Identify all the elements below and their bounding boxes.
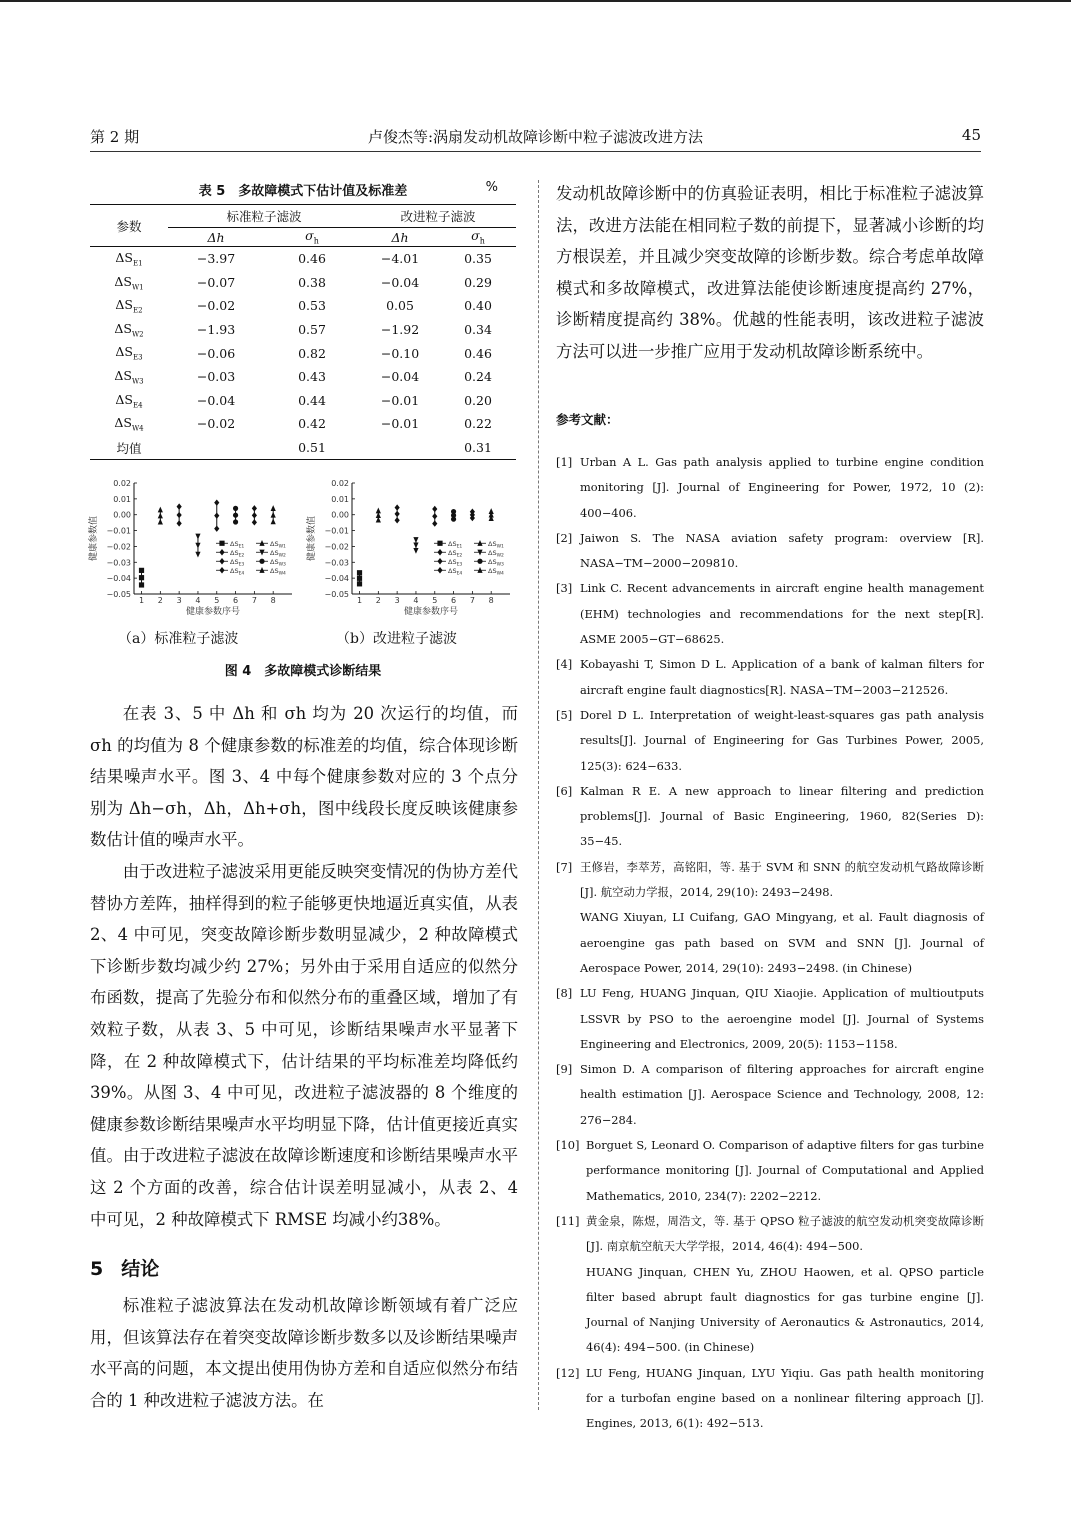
table-unit: % — [485, 180, 498, 195]
y-tick-label: −0.03 — [324, 558, 349, 568]
param-cell: $\Delta S_{E1}$ — [115, 250, 143, 268]
value-cell: −0.04 — [380, 369, 420, 385]
data-point-upper — [177, 503, 182, 509]
data-point-upper — [432, 506, 437, 512]
value-cell: 0.46 — [464, 345, 492, 361]
running-header — [90, 126, 981, 150]
top-rule — [0, 0, 1071, 2]
data-point-lower — [357, 581, 362, 586]
value-cell: −3.97 — [196, 251, 236, 267]
data-point-lower — [395, 517, 400, 523]
reference-item — [556, 1057, 984, 1133]
table-row — [90, 412, 516, 436]
legend-label: $\Delta S_{E2}$ — [230, 548, 245, 559]
param-cell: $\Delta S_{E4}$ — [115, 391, 143, 410]
conclusion-text — [90, 1290, 518, 1416]
table-row — [90, 271, 516, 295]
x-tick-label: 8 — [488, 596, 494, 605]
legend-label: $\Delta S_{E4}$ — [448, 566, 463, 577]
x-tick-label: 1 — [138, 596, 145, 605]
data-point-lower — [195, 552, 200, 558]
reference-text: LU Feng, HUANG Jinquan, QIU Xiaojie. Application of multioutputs LSSVR by PSO to the aeroengine model [J]. Journal of Systems Engineering and Electronics, 2009, 20(5): 1153−1158. — [580, 986, 984, 1051]
value-cell: −0.06 — [196, 345, 236, 361]
legend-label: $\Delta S_{E4}$ — [230, 566, 245, 577]
reference-item — [556, 450, 984, 526]
legend-marker — [219, 567, 224, 573]
data-point-lower — [413, 548, 418, 554]
y-tick-label: −0.05 — [106, 590, 131, 599]
reference-text: Kobayashi T, Simon D L. Application of a bank of kalman filters for aircraft engine fault diagnostics[R]. NASA−TM−2003−212526. — [580, 657, 984, 697]
reference-item — [556, 1209, 984, 1361]
reference-text: Link C. Recent advancements in aircraft engine health management (EHM) technologies and recommendations for the next step[R]. ASME 2005−GT−68625. — [580, 581, 984, 647]
table-5 — [90, 204, 516, 460]
y-axis-label: 健康参数值 — [89, 515, 99, 562]
x-tick-label: 7 — [251, 596, 257, 605]
reference-number: [11] — [556, 1213, 580, 1228]
legend-label: $\Delta S_{E3}$ — [230, 557, 245, 568]
value-cell: −0.02 — [196, 416, 236, 432]
y-tick-label: 0.01 — [113, 494, 131, 504]
references-list — [556, 450, 984, 1437]
value-cell: 0.44 — [298, 392, 326, 408]
param-cell: $\Delta S_{W1}$ — [114, 273, 144, 292]
legend-marker — [219, 549, 224, 555]
group-standard-header: 标准粒子滤波 — [168, 205, 360, 228]
reference-number: [7] — [556, 859, 573, 874]
reference-text: 黄金泉，陈煜，周浩文，等. 基于 QPSO 粒子滤波的航空发动机突变故障诊断[J]. 南京航空航天大学学报，2014, 46(4): 494−500. HUANG Jinquan, CHEN Yu, ZHOU Haowen, et al. QPSO particle filter based abrupt fault diagnostics for gas turbine engine [J]. Journal of Nanjing University of Aeronautics & Astronautics, 2014, 46(4): 494−500. (in Chinese) — [586, 1213, 984, 1355]
legend-label: $\Delta S_{W4}$ — [488, 566, 504, 577]
reference-item — [556, 1361, 984, 1437]
data-point-upper — [413, 537, 418, 543]
value-cell: 0.24 — [464, 369, 492, 385]
table-title-text: 表 5 多故障模式下估计值及标准差 — [198, 184, 408, 199]
data-point-mean — [233, 513, 238, 518]
reference-number: [9] — [556, 1062, 573, 1077]
group-improved-header: 改进粒子滤波 — [360, 205, 516, 228]
data-point-upper — [233, 506, 238, 511]
x-axis-label: 健康参数序号 — [185, 607, 241, 617]
reference-number: [8] — [556, 986, 573, 1001]
y-tick-label: 0.01 — [331, 494, 349, 504]
reference-item — [556, 652, 984, 703]
data-point-mean — [432, 513, 437, 519]
reference-text: Dorel D L. Interpretation of weight-least-squares gas path analysis results[J]. Journal of Engineering for Gas Turbines Power, 2005, 125(3): 624−633. — [580, 707, 984, 773]
reference-text: 王修岩，李萃芳，高铭阳，等. 基于 SVM 和 SNN 的航空发动机气路故障诊断[J]. 航空动力学报，2014, 29(10): 2493−2498. WANG Xiuyan, LI Cuifang, GAO Mingyang, et al. Fault diagnosis of aeroengine gas path based on SVM and SNN [J]. Journal of Aerospace Power, 2014, 29(10): 2493−2498. (in Chinese) — [580, 859, 984, 975]
references-title: 参考文献： — [556, 412, 619, 427]
figure-4a — [86, 478, 298, 618]
value-cell: 0.57 — [298, 322, 326, 338]
x-tick-label: 1 — [356, 596, 363, 605]
reference-item — [556, 981, 984, 1057]
header-rule — [90, 151, 981, 152]
section-number: 5 — [90, 1258, 104, 1280]
value-cell: 0.46 — [298, 251, 326, 267]
reference-text: Jaiwon S. The NASA aviation safety program: overview [R]. NASA−TM−2000−209810. — [580, 530, 984, 571]
x-tick-label: 5 — [214, 596, 220, 605]
data-point-lower — [158, 519, 163, 525]
value-cell: −4.01 — [380, 251, 420, 267]
data-point-upper — [357, 570, 362, 575]
value-cell: 0.51 — [264, 436, 360, 460]
reference-number: [12] — [556, 1365, 580, 1380]
y-tick-label: −0.03 — [106, 558, 131, 568]
legend-label: $\Delta S_{E1}$ — [230, 539, 245, 550]
value-cell: −0.10 — [380, 345, 420, 361]
reference-text: Borguet S, Leonard O. Comparison of adaptive filters for gas turbine performance monitoring [J]. Journal of Computational and Applied Mathematics, 2010, 234(7): 2202−2212. — [586, 1138, 984, 1203]
x-tick-label: 8 — [270, 596, 276, 605]
x-tick-label: 7 — [469, 596, 475, 605]
data-point-mean — [413, 543, 418, 549]
issue-number: 第 2 期 — [90, 128, 140, 146]
legend-marker — [437, 558, 442, 564]
param-cell: $\Delta S_{W2}$ — [114, 320, 144, 339]
legend-marker — [437, 549, 442, 555]
reference-text: Simon D. A comparison of filtering approaches for aircraft engine health estimation [J]. Aerospace Science and Technology, 2008, 12: 276−284. — [580, 1062, 984, 1127]
value-cell: 0.05 — [386, 298, 414, 314]
reference-text: Kalman R E. A new approach to linear filtering and prediction problems[J]. Journal of Basic Engineering, 1960, 82(Series D): 35−45. — [580, 783, 984, 849]
data-point-upper — [158, 507, 163, 513]
data-point-upper — [271, 505, 276, 511]
value-cell: −0.02 — [196, 298, 236, 314]
value-cell: −0.03 — [196, 369, 236, 385]
data-point-lower — [252, 519, 257, 525]
table-row — [90, 365, 516, 389]
subcaption-b: （b）改进粒子滤波 — [336, 631, 457, 647]
figure-4b — [304, 478, 516, 618]
left-body-text — [90, 698, 518, 1235]
data-point-lower — [432, 520, 437, 526]
data-point-lower — [451, 517, 456, 522]
value-cell: −0.01 — [380, 392, 420, 408]
data-point-mean — [214, 512, 219, 518]
reference-item — [556, 576, 984, 652]
data-point-lower — [139, 582, 144, 587]
reference-number: [10] — [556, 1138, 580, 1153]
data-point-lower — [271, 518, 276, 524]
data-point-mean — [195, 543, 200, 549]
value-cell: 0.29 — [464, 274, 492, 290]
legend-label: $\Delta S_{W2}$ — [488, 548, 504, 559]
data-point-upper — [195, 534, 200, 540]
data-point-mean — [252, 512, 257, 518]
param-header: 参数 — [90, 205, 168, 247]
value-cell: 0.38 — [298, 274, 326, 290]
y-tick-label: −0.02 — [324, 542, 349, 552]
data-point-mean — [357, 576, 362, 581]
table-row — [90, 389, 516, 413]
y-tick-label: 0.00 — [113, 510, 131, 520]
value-cell: −0.07 — [196, 274, 236, 290]
data-point-upper — [214, 499, 219, 505]
x-tick-label: 4 — [413, 596, 419, 605]
legend-label: $\Delta S_{W1}$ — [270, 539, 286, 550]
column-divider — [538, 180, 539, 1410]
value-cell: 0.42 — [298, 416, 326, 432]
x-axis-label: 健康参数序号 — [403, 607, 459, 617]
data-point-lower — [177, 520, 182, 526]
x-tick-label: 6 — [451, 596, 457, 605]
x-tick-label: 3 — [176, 596, 182, 605]
paragraph: 标准粒子滤波算法在发动机故障诊断领域有着广泛应用，但该算法存在着突变故障诊断步数多以及诊断结果噪声水平高的问题，本文提出使用伪协方差和自适应似然分布结合的 1 种改进粒子滤波方法。在 — [90, 1296, 518, 1410]
y-tick-label: −0.05 — [324, 590, 349, 599]
legend-marker — [259, 559, 264, 564]
param-cell: $\Delta S_{E3}$ — [115, 344, 143, 362]
reference-number: [4] — [556, 657, 573, 672]
table-row — [90, 341, 516, 365]
y-tick-label: −0.01 — [324, 526, 349, 536]
reference-number: [1] — [556, 455, 573, 469]
table-title — [90, 180, 516, 199]
legend-label: $\Delta S_{E1}$ — [448, 539, 463, 550]
data-point-lower — [233, 519, 238, 524]
col-sigma: $\sigma_h$ — [440, 228, 516, 247]
y-axis-label: 健康参数值 — [307, 515, 317, 562]
y-tick-label: 0.02 — [113, 479, 131, 488]
value-cell: 0.35 — [464, 251, 492, 267]
value-cell: 0.82 — [298, 345, 326, 361]
reference-item — [556, 1133, 984, 1209]
data-point-mean — [158, 513, 163, 519]
x-tick-label: 2 — [157, 596, 163, 605]
data-point-mean — [139, 575, 144, 580]
right-body-text — [556, 178, 984, 368]
value-cell: −0.01 — [380, 416, 420, 432]
value-cell: −1.93 — [196, 322, 236, 338]
reference-number: [2] — [556, 530, 573, 545]
param-cell: $\Delta S_{E2}$ — [115, 297, 143, 315]
x-tick-label: 4 — [195, 596, 201, 605]
value-cell: 0.20 — [464, 392, 492, 408]
reference-text: Urban A L. Gas path analysis applied to turbine engine condition monitoring [J]. Journal of Engineering for Power, 1972, 10 (2): 400−406. — [580, 455, 984, 520]
col-dh: Δh — [168, 228, 264, 247]
table-row — [90, 247, 516, 271]
value-cell: 0.43 — [298, 369, 326, 385]
y-tick-label: −0.02 — [106, 542, 131, 552]
reference-number: [6] — [556, 783, 573, 798]
x-tick-label: 3 — [394, 596, 400, 605]
legend-marker — [477, 559, 482, 564]
section-title: 结论 — [121, 1258, 160, 1280]
data-point-upper — [252, 505, 257, 511]
mean-label: 均值 — [90, 436, 168, 460]
data-point-mean — [395, 511, 400, 517]
reference-number: [5] — [556, 707, 573, 722]
legend-label: $\Delta S_{E2}$ — [448, 548, 463, 559]
reference-number: [3] — [556, 581, 573, 596]
data-point-mean — [177, 512, 182, 518]
subcaption-a: （a）标准粒子滤波 — [118, 631, 239, 647]
table-row — [90, 318, 516, 342]
value-cell: 0.22 — [464, 416, 492, 432]
table-row — [90, 294, 516, 318]
param-cell: $\Delta S_{W3}$ — [114, 368, 144, 386]
legend-marker — [437, 567, 442, 573]
data-point-upper — [395, 504, 400, 510]
legend-marker — [437, 541, 442, 546]
data-point-lower — [214, 525, 219, 531]
running-title: 卢俊杰等:涡扇发动机故障诊断中粒子滤波改进方法 — [367, 128, 704, 146]
col-dh: Δh — [360, 228, 440, 247]
value-cell: 0.40 — [464, 298, 492, 314]
table-row-mean — [90, 436, 516, 460]
legend-label: $\Delta S_{W3}$ — [270, 557, 286, 568]
page-number: 45 — [961, 126, 981, 144]
legend-marker — [219, 558, 224, 564]
value-cell: 0.34 — [464, 322, 492, 338]
value-cell: −0.04 — [380, 274, 420, 290]
reference-item — [556, 779, 984, 855]
value-cell: 0.31 — [440, 436, 516, 460]
reference-text: LU Feng, HUANG Jinquan, LYU Yiqiu. Gas path health monitoring for a turbofan engine based on a nonlinear filtering approach [J]. Engines, 2013, 6(1): 492−513. — [586, 1365, 984, 1431]
y-tick-label: 0.02 — [331, 479, 349, 488]
paragraph: 在表 3、5 中 Δh 和 σh 均为 20 次运行的均值，而 σh 的均值为 8 个健康参数的标准差的均值，综合体现诊断结果噪声水平。图 3、4 中每个健康参数对应的 3 个点分别为 Δh−σh，Δh，Δh+σh，图中线段长度反映该健康参数估计值的噪声水平。 — [90, 704, 518, 850]
reference-item — [556, 855, 984, 981]
reference-item — [556, 703, 984, 779]
paragraph: 由于改进粒子滤波采用更能反映突变情况的伪协方差代替协方差阵，抽样得到的粒子能够更快地逼近真实值，从表 2、4 中可见，突变故障诊断步数明显减少，2 种故障模式下诊断步数均减少约 27%；另外由于采用自适应的似然分布函数，提高了先验分布和似然分布的重叠区域，增加了有效粒子数，从表 3、5 中可见，诊断结果噪声水平显著下降，在 2 种故障模式下，估计结果的平均标准差均降低约 39%。从图 3、4 中可见，改进粒子滤波器的 8 个维度的健康参数诊断结果噪声水平均明显下降，估计值更接近真实值。由于改进粒子滤波在故障诊断速度和诊断结果噪声水平这 2 个方面的改善，综合估计误差明显减小，从表 2、4 中可见，2 种故障模式下 RMSE 均减小约38%。 — [90, 861, 518, 1229]
legend-marker — [219, 541, 224, 546]
legend-label: $\Delta S_{W4}$ — [270, 566, 286, 577]
legend-label: $\Delta S_{W1}$ — [488, 539, 504, 550]
legend-label: $\Delta S_{W3}$ — [488, 557, 504, 568]
legend-label: $\Delta S_{E3}$ — [448, 557, 463, 568]
y-tick-label: −0.01 — [106, 526, 131, 536]
param-cell: $\Delta S_{W4}$ — [114, 415, 144, 433]
x-tick-label: 5 — [432, 596, 438, 605]
value-cell: −1.92 — [380, 322, 420, 338]
y-tick-label: −0.04 — [106, 574, 131, 584]
section-heading — [90, 1254, 177, 1281]
col-sigma: $\sigma_h$ — [264, 228, 360, 247]
legend-label: $\Delta S_{W2}$ — [270, 548, 286, 559]
y-tick-label: −0.04 — [324, 574, 349, 584]
figure-caption: 图 4 多故障模式诊断结果 — [224, 664, 382, 679]
data-point-upper — [139, 568, 144, 573]
reference-item — [556, 526, 984, 577]
data-point-mean — [271, 512, 276, 518]
paragraph: 发动机故障诊断中的仿真验证表明，相比于标准粒子滤波算法，改进方法能在相同粒子数的前提下，显著减小诊断的均方根误差，并且减少突变故障的诊断步数。综合考虑单故障模式和多故障模式，改进算法能使诊断速度提高约 27%，诊断精度提高约 38%。优越的性能表明，该改进粒子滤波方法可以进一步推广应用于发动机故障诊断系统中。 — [556, 184, 984, 361]
x-tick-label: 2 — [375, 596, 381, 605]
x-tick-label: 6 — [233, 596, 239, 605]
value-cell: 0.53 — [298, 298, 326, 314]
y-tick-label: 0.00 — [331, 510, 349, 520]
value-cell: −0.04 — [196, 392, 236, 408]
